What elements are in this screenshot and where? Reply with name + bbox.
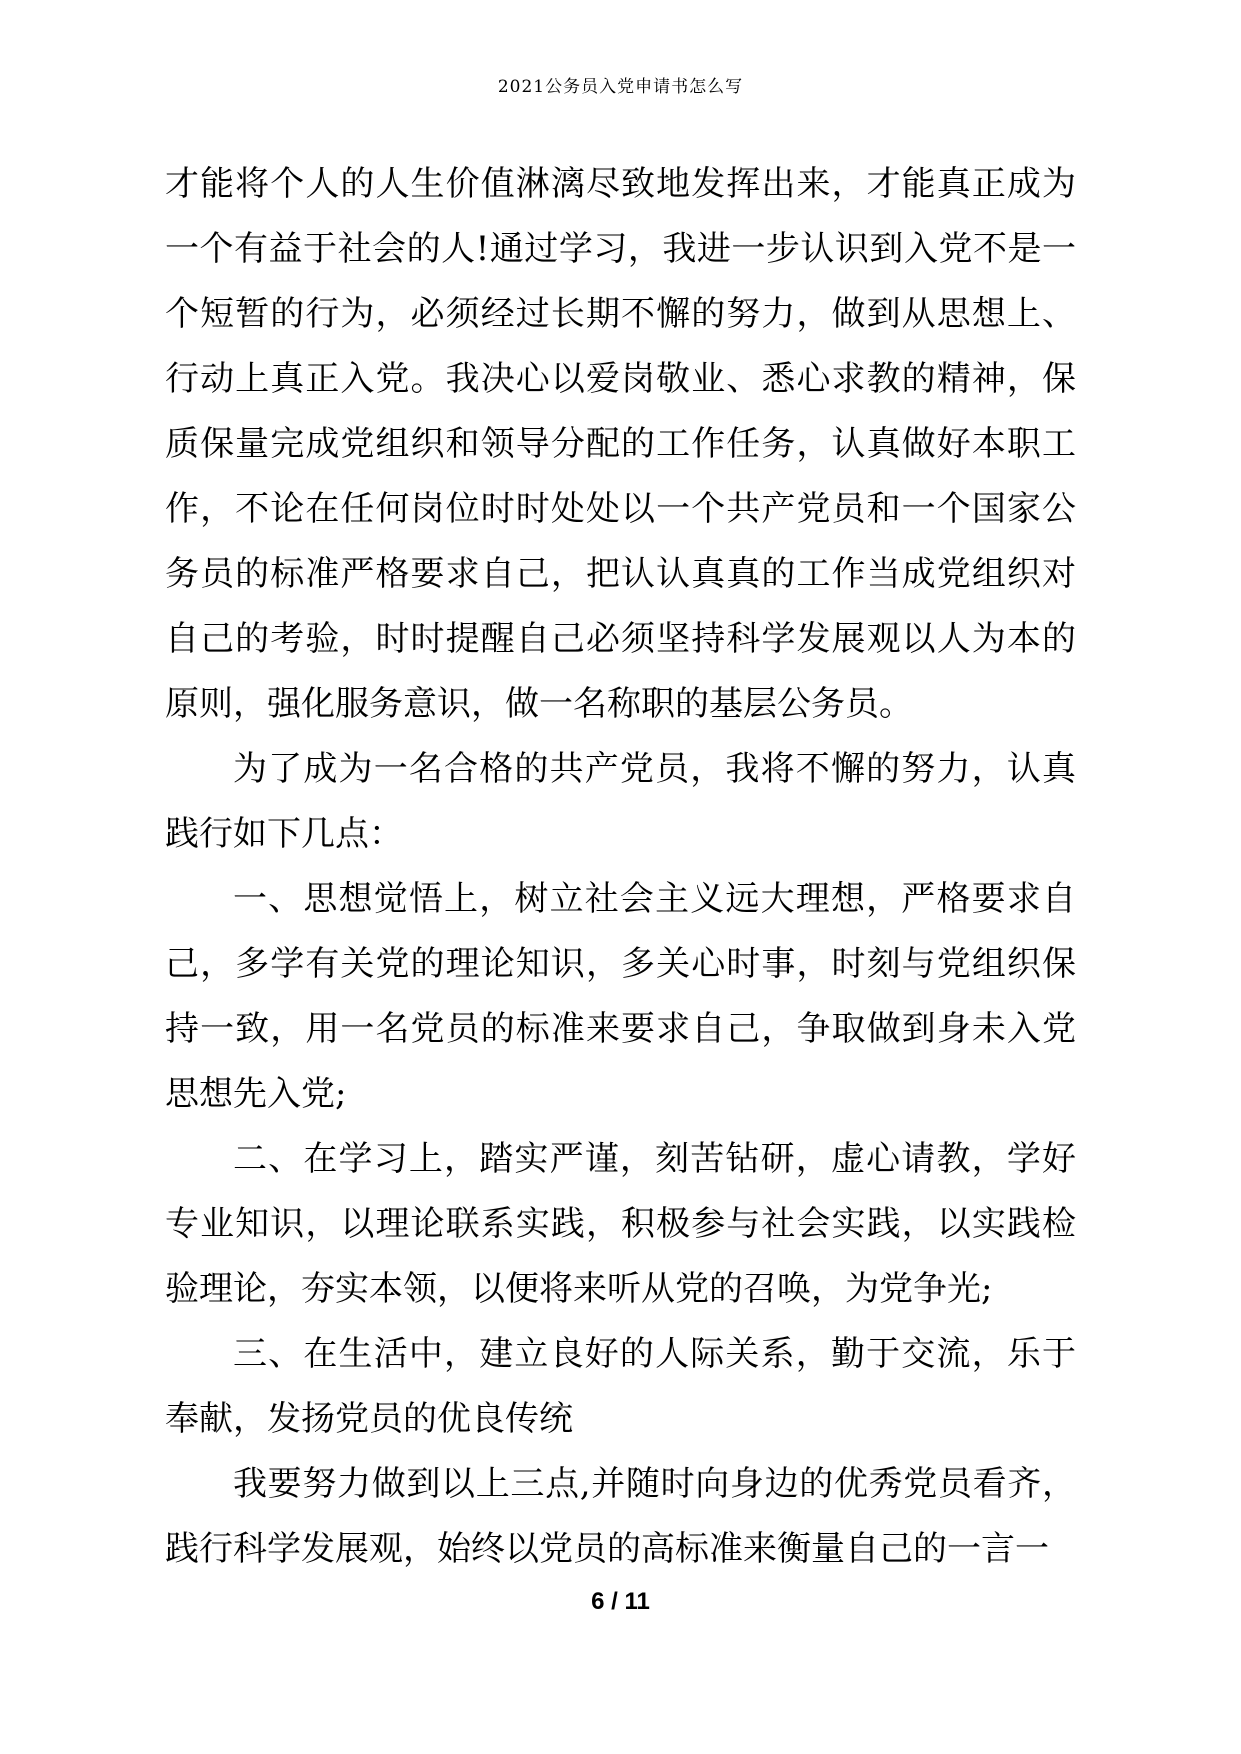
paragraph: 三、在生活中，建立良好的人际关系，勤于交流，乐于奉献，发扬党员的优良传统 [165,1334,1076,1439]
paragraph: 二、在学习上，踏实严谨，刻苦钻研，虚心请教，学好专业知识，以理论联系实践，积极参与社会实践，以实践检验理论，夯实本领，以便将来听从党的召唤，为党争光; [165,1139,1076,1309]
paragraph: 一、思想觉悟上，树立社会主义远大理想，严格要求自己，多学有关党的理论知识，多关心时事，时刻与党组织保持一致，用一名党员的标准来要求自己，争取做到身未入党思想先入党; [165,879,1076,1114]
page-number-indicator: 6 / 11 [591,1588,650,1615]
document-header-title: 2021公务员入党申请书怎么写 [497,77,744,97]
paragraph: 为了成为一名合格的共产党员，我将不懈的努力，认真践行如下几点： [165,749,1076,854]
paragraph: 才能将个人的人生价值淋漓尽致地发挥出来，才能真正成为一个有益于社会的人!通过学习，我进一步认识到入党不是一个短暂的行为，必须经过长期不懈的努力，做到从思想上、行动上真正入党。我决心以爱岗敬业、悉心求教的精神，保质保量完成党组织和领导分配的工作任务，认真做好本职工作，不论在任何岗位时时处处以一个共产党员和一个国家公务员的标准严格要求自己，把认认真真的工作当成党组织对自己的考验，时时提醒自己必须坚持科学发展观以人为本的原则，强化服务意识，做一名称职的基层公务员。 [165,164,1076,724]
paragraph: 我要努力做到以上三点,并随时向身边的优秀党员看齐，践行科学发展观，始终以党员的高标准来衡量自己的一言一 [165,1464,1076,1569]
document-body [165,152,1076,1582]
